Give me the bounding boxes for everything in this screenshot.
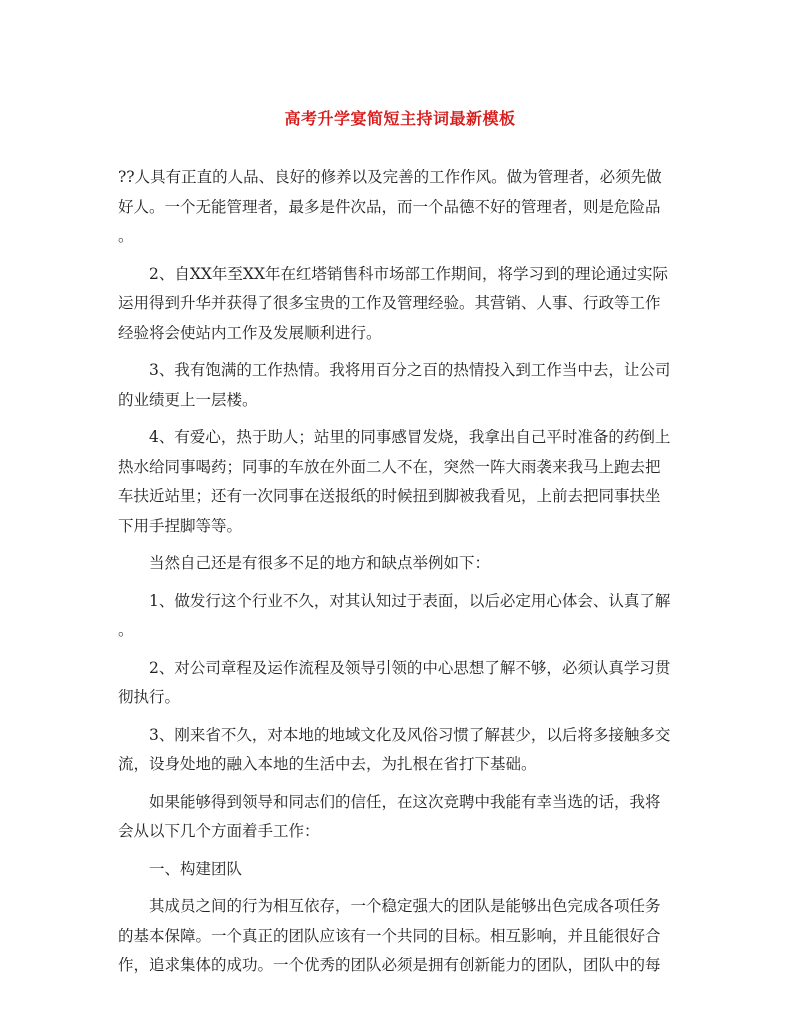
paragraph-line: 流，设身处地的融入本地的生活中去，为扎根在省打下基础。 [118, 755, 537, 773]
paragraph-line: ??人具有正直的人品、良好的修养以及完善的工作作风。做为管理者，必须先做 [118, 168, 662, 186]
paragraph-line: 如果能够得到领导和同志们的信任，在这次竞聘中我能有幸当选的话，我将 [118, 792, 661, 811]
paragraph [118, 654, 684, 713]
paragraph-line: 。 [118, 621, 134, 639]
paragraph-line: 3、刚来省不久，对本地的地域文化及风俗习惯了解甚少，以后将多接触多交 [118, 725, 671, 744]
paragraph [118, 721, 684, 780]
paragraph-line: 当然自己还是有很多不足的地方和缺点举例如下： [118, 554, 491, 572]
paragraph [118, 260, 684, 349]
paragraph-line: 。 [118, 227, 134, 245]
paragraph-line: 4、有爱心，热于助人；站里的同事感冒发烧，我拿出自己平时准备的药倒上 [118, 428, 671, 446]
paragraph-line: 热水给同事喝药；同事的车放在外面二人不在，突然一阵大雨袭来我马上跑去把 [118, 457, 661, 476]
paragraph [118, 163, 684, 252]
paragraph-line: 1、做发行这个行业不久，对其认知过于表面，以后必定用心体会、认真了解 [118, 591, 671, 610]
paragraph [118, 423, 684, 541]
paragraph [118, 855, 684, 885]
document-body [118, 163, 684, 989]
paragraph-line: 2、对公司章程及运作流程及领导引领的中心思想了解不够，必须认真学习贯 [118, 658, 671, 677]
paragraph-line: 作，追求集体的成功。一个优秀的团队必须是拥有创新能力的团队，团队中的每 [118, 956, 661, 974]
paragraph-line: 车扶近站里；还有一次同事在送报纸的时候扭到脚被我看见，上前去把同事扶坐 [118, 487, 661, 505]
paragraph-line: 一、构建团队 [118, 859, 243, 878]
paragraph-line: 3、我有饱满的工作热情。我将用百分之百的热情投入到工作当中去，让公司 [118, 361, 671, 379]
paragraph-line: 的业绩更上一层楼。 [118, 390, 258, 409]
paragraph-line: 会从以下几个方面着手工作： [118, 822, 320, 840]
paragraph [118, 356, 684, 415]
document-title: 高考升学宴简短主持词最新模板 [284, 109, 516, 128]
paragraph [118, 892, 684, 981]
paragraph-line: 2、自XX年至XX年在红塔销售科市场部工作期间，将学习到的理论通过实际 [118, 264, 669, 283]
paragraph-line: 经验将会使站内工作及发展顺利进行。 [118, 323, 382, 342]
paragraph [118, 788, 684, 847]
paragraph-line: 的基本保障。一个真正的团队应该有一个共同的目标。相互影响，并且能很好合 [118, 926, 661, 945]
paragraph-line: 运用得到升华并获得了很多宝贵的工作及管理经验。其营销、人事、行政等工作 [118, 294, 661, 312]
paragraph-line: 彻执行。 [118, 688, 181, 706]
paragraph [118, 549, 684, 579]
paragraph-line: 其成员之间的行为相互依存，一个稳定强大的团队是能够出色完成各项任务 [118, 897, 661, 915]
paragraph-line: 好人。一个无能管理者，最多是件次品，而一个品德不好的管理者，则是危险品 [118, 197, 661, 216]
paragraph-line: 下用手捏脚等等。 [118, 516, 243, 535]
paragraph [118, 587, 684, 646]
